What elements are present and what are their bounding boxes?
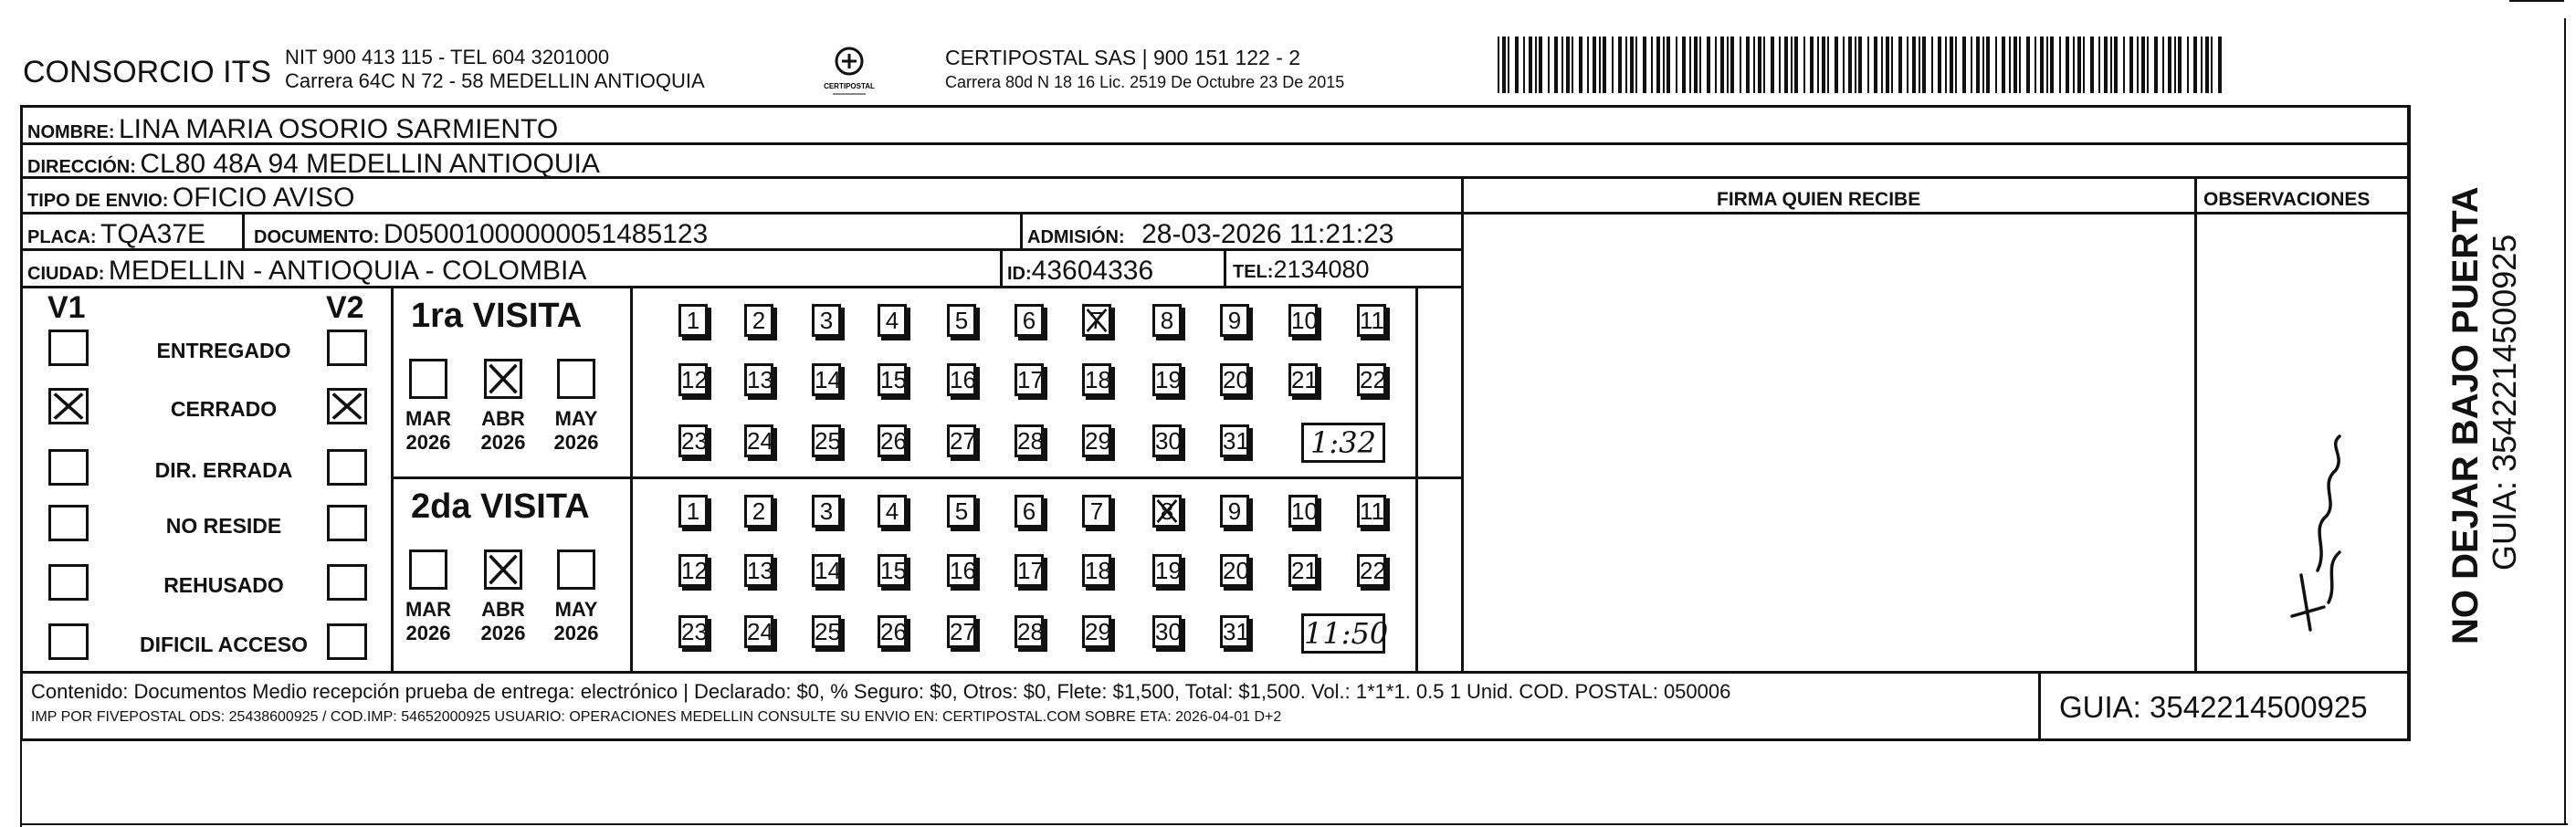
day-box[interactable] [1220,495,1249,528]
col-divider [1461,176,1464,671]
day-box[interactable] [1152,304,1182,337]
day-number: 11 [1360,307,1384,334]
day-box[interactable] [744,304,773,337]
month-checkbox[interactable] [409,550,447,590]
day-number: 17 [1017,366,1044,393]
day-box[interactable] [947,554,976,587]
day-box[interactable] [744,495,773,528]
v1-checkbox[interactable] [48,388,89,424]
day-box[interactable] [1082,554,1111,587]
month-checkbox[interactable] [484,550,522,590]
no-dejar-bajo-puerta: NO DEJAR BAJO PUERTA [2445,186,2486,644]
v1-label: V1 [47,290,86,325]
day-box[interactable] [1152,424,1182,457]
month-label: ABR 2026 [480,407,526,455]
firma-label: FIRMA QUIEN RECIBE [1717,189,1921,210]
ciudad-label: CIUDAD: [27,264,105,284]
form-frame [20,105,2411,741]
day-box[interactable] [1015,304,1044,337]
visit-time: 11:50 [1301,613,1385,654]
day-box[interactable] [1015,363,1044,396]
day-number: 10 [1291,307,1318,334]
footer-contenido: Contenido: Documentos Medio recepción prueba de entrega: electrónico | Declarado: $0, % Seguro: $0, Otros: $0, Flete: $1,500, Total: $1,500. Vol.: 1*1*1. 0.5 1 Unid. COD. POSTAL: 050006 [31,680,1731,703]
visit-row-divider [391,476,1461,479]
day-number: 22 [1360,366,1386,393]
day-number: 1 [686,307,700,334]
row-divider [1461,212,2408,215]
day-box[interactable] [1288,304,1318,337]
day-number: 21 [1291,366,1318,393]
day-box[interactable] [1357,304,1386,337]
day-box[interactable] [878,495,907,528]
day-box[interactable] [947,304,976,337]
day-number: 14 [815,557,841,584]
check-mark-icon [1155,497,1179,525]
day-number: 18 [1085,366,1111,393]
day-box[interactable] [1288,554,1318,587]
day-number: 15 [880,366,907,393]
day-box[interactable] [678,304,708,337]
documento-label: DOCUMENTO: [254,227,380,247]
day-number: 13 [747,557,773,584]
day-box[interactable] [878,304,907,337]
footer-guia: GUIA: 3542214500925 [2059,690,2368,724]
id-value: 43604336 [1031,256,1154,286]
day-box[interactable] [1082,615,1111,648]
v1-checkbox[interactable] [48,623,89,660]
visit-title: 2da VISITA [411,487,590,526]
day-number: 16 [950,557,976,584]
month-label: ABR 2026 [480,598,526,645]
col-divider [1020,212,1023,248]
day-number: 11 [1360,497,1384,525]
footer-divider [23,671,2408,674]
day-box[interactable] [744,615,773,648]
day-box[interactable] [744,363,773,396]
day-number: 29 [1085,618,1111,645]
day-number: 4 [885,497,899,525]
company-address: Carrera 64C N 72 - 58 MEDELLIN ANTIOQUIA [285,69,705,92]
day-number: 23 [681,427,708,455]
day-number: 15 [880,557,907,584]
day-box[interactable] [878,424,907,457]
day-box[interactable] [1152,554,1182,587]
day-number: 22 [1360,557,1386,584]
day-number: 28 [1017,618,1044,645]
logo-wordmark: CERTIPOSTAL [824,82,875,90]
month-label: MAY 2026 [553,598,599,645]
day-number: 24 [747,427,773,455]
day-number: 2 [752,307,766,334]
visit-title: 1ra VISITA [411,297,583,335]
day-number: 3 [819,307,834,334]
day-number: 19 [1155,557,1182,584]
day-box[interactable] [1082,363,1111,396]
day-number: 1 [686,497,700,525]
tipo-envio-value: OFICIO AVISO [172,183,355,213]
day-box[interactable] [947,363,976,396]
id-label: ID: [1007,264,1032,284]
day-box[interactable] [678,424,708,457]
documento-value: D05001000000051485123 [383,219,709,249]
month-label: MAR 2026 [405,598,452,645]
month-checkbox[interactable] [409,359,447,399]
day-number: 5 [954,497,969,525]
company-name: CONSORCIO ITS [23,55,272,89]
page-border-left [20,741,22,827]
status-option-label: CERRADO [170,397,278,421]
day-number: 14 [815,366,841,393]
day-number: 24 [747,618,773,645]
day-box[interactable] [947,424,976,457]
day-number: 12 [681,366,708,393]
day-box[interactable] [812,304,841,337]
page-border-right [2564,18,2566,825]
day-box[interactable] [812,424,841,457]
v1-checkbox[interactable] [48,449,89,486]
nombre-value: LINA MARIA OSORIO SARMIENTO [119,114,559,144]
day-number: 28 [1017,427,1044,455]
placa-value: TQA37E [100,219,206,249]
day-number: 16 [950,366,976,393]
edge-mark [2509,0,2564,2]
admision-label: ADMISIÓN: [1027,227,1125,247]
day-box[interactable] [878,363,907,396]
v1-checkbox[interactable] [48,505,89,541]
company-nit: NIT 900 413 115 - TEL 604 3201000 [285,46,610,68]
day-box[interactable] [1220,615,1249,648]
day-number: 20 [1223,366,1249,393]
day-number: 23 [681,618,708,645]
day-number: 30 [1155,427,1182,455]
handwritten-observation [2274,429,2365,639]
day-number: 26 [880,427,907,455]
observaciones-label: OBSERVACIONES [2203,189,2371,210]
day-box[interactable] [1015,495,1044,528]
day-box[interactable] [812,495,841,528]
page-border-bottom [20,823,2568,825]
day-box[interactable] [1152,363,1182,396]
day-number: 2 [752,497,766,525]
nombre-label: NOMBRE: [27,122,115,142]
status-option-label: DIFICIL ACCESO [139,633,308,656]
day-box[interactable] [1288,363,1318,396]
day-box[interactable] [878,554,907,587]
status-option-label: REHUSADO [163,573,284,597]
day-number: 7 [1089,497,1104,525]
direccion-label: DIRECCIÓN: [27,157,136,177]
day-box[interactable] [1015,424,1044,457]
day-number: 3 [819,497,834,525]
barcode [1498,37,2228,93]
day-number: 30 [1155,618,1182,645]
check-mark-icon [1085,307,1109,334]
month-checkbox[interactable] [557,550,595,590]
status-option-label: NO RESIDE [165,514,282,538]
courier-address: Carrera 80d N 18 16 Lic. 2519 De Octubre 23 De 2015 [945,73,1345,91]
month-label: MAR 2026 [405,407,452,455]
day-number: 8 [1160,307,1174,334]
day-number: 18 [1085,557,1111,584]
day-box[interactable] [1082,304,1111,337]
day-number: 13 [747,366,773,393]
day-number: 20 [1223,557,1249,584]
day-box[interactable] [1357,495,1386,528]
side-guia: GUIA: 3542214500925 [2486,234,2523,571]
day-box[interactable] [744,424,773,457]
direccion-value: CL80 48A 94 MEDELLIN ANTIOQUIA [140,149,600,179]
day-number: 19 [1155,366,1182,393]
day-box[interactable] [1357,363,1386,396]
day-number: 9 [1227,307,1242,334]
day-number: 27 [950,427,976,455]
v2-label: V2 [326,290,364,325]
day-number: 10 [1291,497,1318,525]
status-option-label: ENTREGADO [156,339,291,362]
day-number: 6 [1022,307,1036,334]
day-box[interactable] [878,615,907,648]
day-box[interactable] [1082,495,1111,528]
day-box[interactable] [1220,304,1249,337]
day-number: 27 [950,618,976,645]
day-number: 4 [885,307,899,334]
day-box[interactable] [678,495,708,528]
frame-shadow [2407,105,2410,741]
admision-value: 28-03-2026 11:21:23 [1141,219,1394,249]
day-box[interactable] [1152,615,1182,648]
day-number: 9 [1227,497,1242,525]
visit-right-border [1415,286,1418,671]
month-checkbox[interactable] [557,359,595,399]
day-box[interactable] [1220,363,1249,396]
day-number: 21 [1291,557,1318,584]
day-box[interactable] [947,615,976,648]
day-box[interactable] [1220,554,1249,587]
col-divider [1224,248,1226,286]
day-box[interactable] [1152,495,1182,528]
day-box[interactable] [812,363,841,396]
month-label: MAY 2026 [553,407,599,455]
placa-label: PLACA: [27,227,97,247]
day-box[interactable] [812,554,841,587]
col-divider [1000,248,1003,286]
day-number: 31 [1223,618,1249,645]
day-box[interactable] [1015,615,1044,648]
day-number: 25 [815,427,841,455]
day-number: 25 [815,618,841,645]
certipostal-logo [822,41,877,98]
ciudad-value: MEDELLIN - ANTIOQUIA - COLOMBIA [108,256,587,286]
day-number: 17 [1017,557,1044,584]
courier-name: CERTIPOSTAL SAS | 900 151 122 - 2 [945,46,1301,69]
col-divider [2038,671,2041,741]
col-divider [242,212,245,248]
day-box[interactable] [1220,424,1249,457]
tipo-envio-label: TIPO DE ENVIO: [27,191,169,211]
day-number: 29 [1085,427,1111,455]
day-box[interactable] [1357,554,1386,587]
row-divider [23,286,1461,288]
v1-checkbox[interactable] [48,330,89,366]
day-box[interactable] [678,554,708,587]
day-box[interactable] [678,615,708,648]
day-number: 6 [1022,497,1036,525]
v1-checkbox[interactable] [48,564,89,601]
day-box[interactable] [1288,495,1318,528]
tel-value: 2134080 [1273,256,1370,283]
day-number: 8 [1160,497,1174,525]
status-option-label: DIR. ERRADA [154,458,293,482]
month-checkbox[interactable] [484,359,522,399]
day-number: 26 [880,618,907,645]
day-box[interactable] [812,615,841,648]
day-box[interactable] [678,363,708,396]
day-number: 31 [1223,427,1249,455]
footer-imp-line: IMP POR FIVEPOSTAL ODS: 25438600925 / COD.IMP: 54652000925 USUARIO: OPERACIONES MEDELLIN CONSULTE SU ENVIO EN: CERTIPOSTAL.COM SOBRE ETA: 2026-04-01 D+2 [31,709,1282,725]
day-number: 5 [954,307,969,334]
day-number: 7 [1089,307,1104,334]
tel-label: TEL: [1233,262,1274,282]
col-divider [2194,176,2197,671]
day-box[interactable] [744,554,773,587]
day-box[interactable] [1082,424,1111,457]
day-box[interactable] [1015,554,1044,587]
visit-time: 1:32 [1301,423,1385,463]
day-box[interactable] [947,495,976,528]
day-number: 12 [681,557,708,584]
